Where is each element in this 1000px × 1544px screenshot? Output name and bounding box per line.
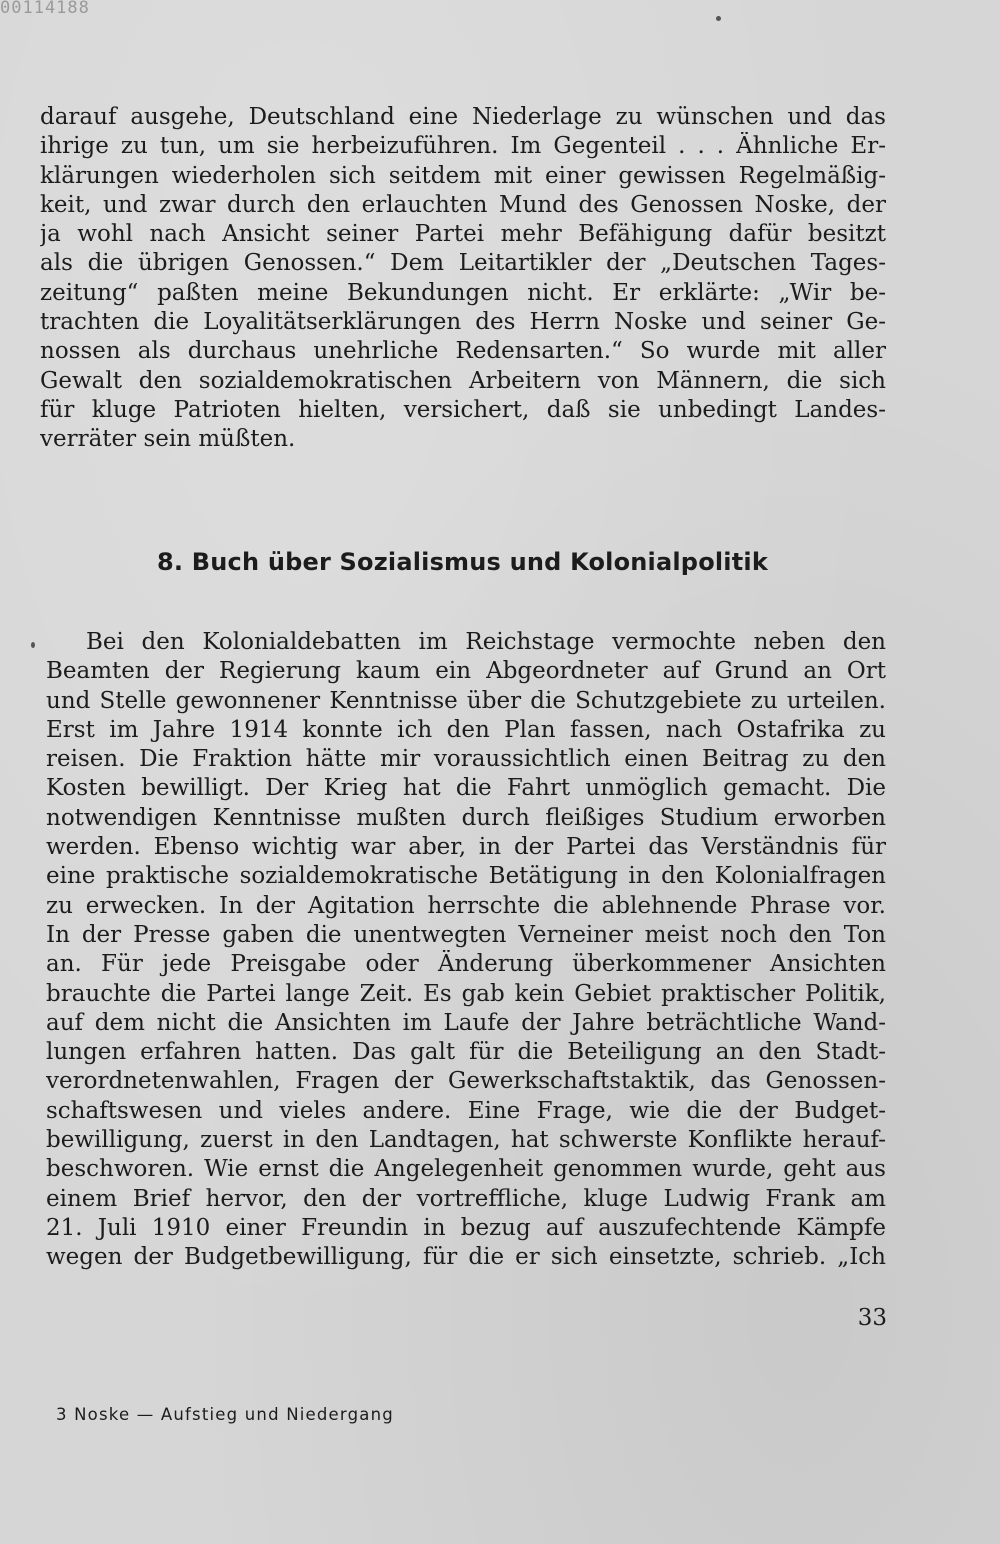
text-line: brauchte die Partei lange Zeit. Es gab kein Gebiet praktischer Politik, (46, 980, 886, 1007)
text-line: verräter sein müßten. (40, 426, 296, 453)
text-line: zu erwecken. In der Agitation herrschte die ablehnende Phrase vor. (46, 892, 886, 919)
text-line: eine praktische sozialdemokratische Betätigung in den Kolonialfragen (46, 863, 886, 890)
text-line: zeitung“ paßten meine Bekundungen nicht. Er erklärte: „Wir be- (40, 279, 886, 306)
text-line: einem Brief hervor, den der vortreffliche, kluge Ludwig Frank am (46, 1185, 886, 1212)
text-line: auf dem nicht die Ansichten im Laufe der Jahre beträchtliche Wand- (46, 1009, 886, 1036)
text-line: verordnetenwahlen, Fragen der Gewerkschaftstaktik, das Genossen- (46, 1068, 886, 1095)
text-line: nossen als durchaus unehrliche Redensarten.“ So wurde mit aller (40, 338, 886, 365)
text-line: ja wohl nach Ansicht seiner Partei mehr Befähigung dafür besitzt (40, 221, 886, 248)
text-line: Erst im Jahre 1914 konnte ich den Plan fassen, nach Ostafrika zu (46, 716, 886, 743)
text-line: ihrige zu tun, um sie herbeizuführen. Im Gegenteil . . . Ähnliche Er- (40, 133, 886, 160)
text-line: Gewalt den sozialdemokratischen Arbeitern von Männern, die sich (40, 367, 886, 394)
page-number: 33 (857, 1305, 887, 1331)
text-line: notwendigen Kenntnisse mußten durch fleißiges Studium erworben (46, 804, 886, 831)
text-line: darauf ausgehe, Deutschland eine Niederlage zu wünschen und das (40, 104, 886, 130)
text-line: keit, und zwar durch den erlauchten Mund des Genossen Noske, der (40, 191, 886, 218)
section-heading: 8. Buch über Sozialismus und Kolonialpolitik (157, 548, 768, 576)
text-line: In der Presse gaben die unentwegten Verneiner meist noch den Ton (46, 921, 886, 948)
footer-signature: 3 Noske — Aufstieg und Niedergang (56, 1405, 394, 1424)
text-line: 21. Juli 1910 einer Freundin in bezug auf auszufechtende Kämpfe (46, 1214, 886, 1241)
text-line: schaftswesen und vieles andere. Eine Frage, wie die der Budget- (46, 1097, 886, 1124)
paragraph-main (46, 628, 886, 1273)
text-line: trachten die Loyalitätserklärungen des Herrn Noske und seiner Ge- (40, 309, 886, 336)
text-line: an. Für jede Preisgabe oder Änderung überkommener Ansichten (46, 951, 886, 978)
text-line: klärungen wiederholen sich seitdem mit einer gewissen Regelmäßig- (40, 162, 886, 189)
text-line: wegen der Budgetbewilligung, für die er sich einsetzte, schrieb. „Ich (46, 1244, 886, 1271)
text-line: lungen erfahren hatten. Das galt für die Beteiligung an den Stadt- (46, 1039, 886, 1066)
print-speck (31, 642, 35, 648)
print-speck (716, 16, 721, 21)
text-line: für kluge Patrioten hielten, versichert, daß sie unbedingt Landes- (40, 396, 886, 423)
paragraph-continuation (40, 103, 886, 455)
text-line: werden. Ebenso wichtig war aber, in der Partei das Verständnis für (46, 834, 886, 861)
text-line: bewilligung, zuerst in den Landtagen, hat schwerste Konflikte herauf- (46, 1127, 886, 1154)
text-line: Kosten bewilligt. Der Krieg hat die Fahrt unmöglich gemacht. Die (46, 775, 886, 802)
scan-mark: 00114188 (0, 0, 90, 18)
text-line: Beamten der Regierung kaum ein Abgeordneter auf Grund an Ort (46, 658, 886, 685)
text-line: beschworen. Wie ernst die Angelegenheit genommen wurde, geht aus (46, 1156, 886, 1183)
text-line: reisen. Die Fraktion hätte mir voraussichtlich einen Beitrag zu den (46, 746, 886, 773)
text-line: als die übrigen Genossen.“ Dem Leitartikler der „Deutschen Tages- (40, 250, 886, 277)
text-line: Bei den Kolonialdebatten im Reichstage vermochte neben den (86, 629, 886, 655)
text-line: und Stelle gewonnener Kenntnisse über die Schutzgebiete zu urteilen. (46, 687, 886, 714)
